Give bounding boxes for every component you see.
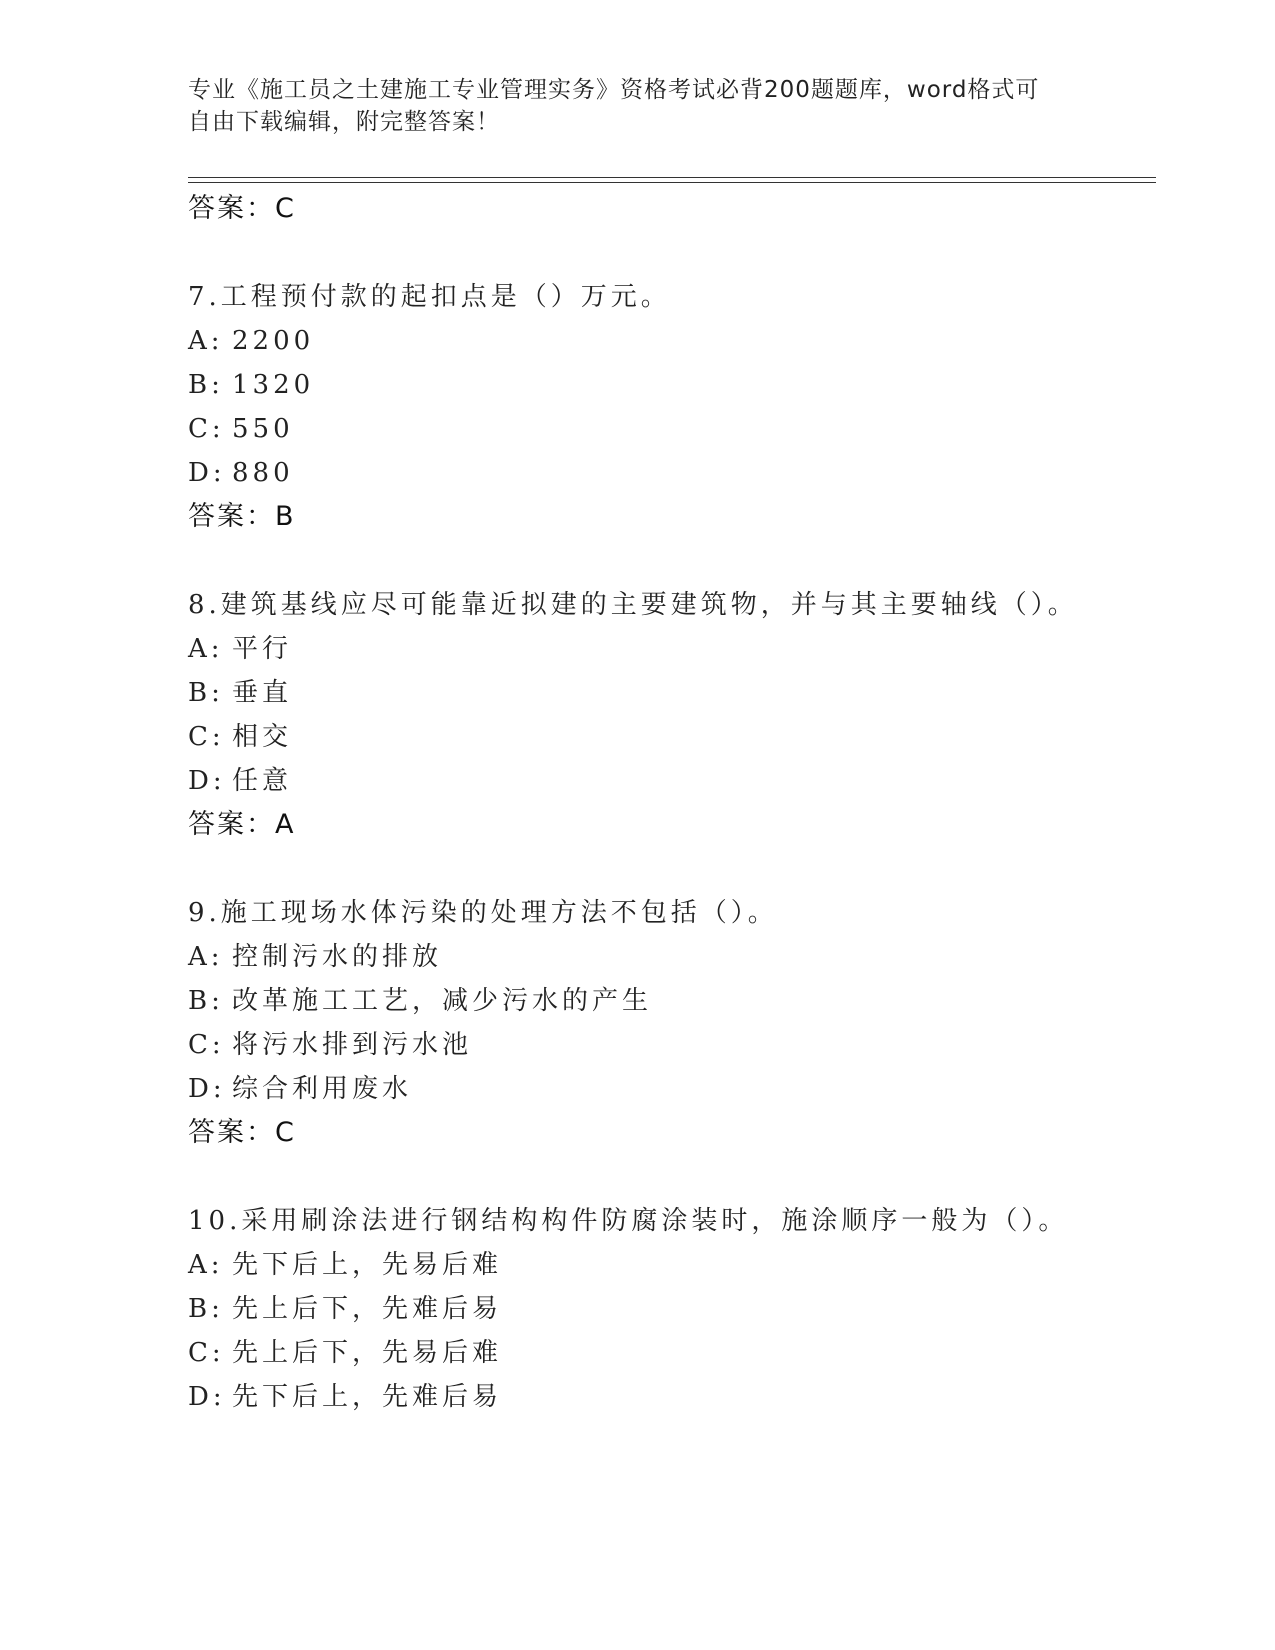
option-b — [188, 676, 292, 710]
option-letter: C: — [188, 722, 225, 752]
option-text: 任意 — [232, 766, 293, 796]
option-letter: D: — [188, 766, 226, 796]
answer-line: 答案：B — [188, 501, 296, 532]
option-c — [188, 1028, 472, 1062]
option-letter: D: — [188, 458, 226, 488]
option-d — [188, 1072, 412, 1106]
answer-line: 答案：C — [188, 1117, 296, 1148]
option-c — [188, 412, 294, 446]
option-letter: B: — [188, 1294, 224, 1324]
option-b — [188, 984, 652, 1018]
header-divider-top — [188, 177, 1156, 178]
question-stem: 10.采用刷涂法进行钢结构构件防腐涂装时，施涂顺序一般为（）。 — [188, 1206, 1069, 1236]
option-b — [188, 1292, 502, 1326]
option-text: 先上后下，先难后易 — [232, 1294, 503, 1324]
option-text: 2200 — [232, 326, 315, 356]
option-text: 综合利用废水 — [232, 1074, 413, 1104]
option-b — [188, 368, 314, 402]
option-text: 改革施工工艺，减少污水的产生 — [232, 986, 653, 1016]
answer-line: 答案：A — [188, 809, 296, 840]
option-a — [188, 324, 314, 358]
option-letter: B: — [188, 370, 224, 400]
option-a — [188, 940, 442, 974]
option-text: 1320 — [232, 370, 315, 400]
option-text: 将污水排到污水池 — [232, 1030, 473, 1060]
option-a — [188, 1248, 502, 1282]
header-line-2: 自由下载编辑，附完整答案！ — [188, 109, 500, 135]
option-letter: D: — [188, 1382, 226, 1412]
option-d — [188, 456, 294, 490]
question-stem: 8.建筑基线应尽可能靠近拟建的主要建筑物，并与其主要轴线（）。 — [188, 590, 1078, 620]
option-letter: A: — [188, 326, 224, 356]
option-letter: C: — [188, 1338, 225, 1368]
question-stem: 9.施工现场水体污染的处理方法不包括（）。 — [188, 898, 778, 928]
option-letter: B: — [188, 986, 224, 1016]
answer-line: 答案：C — [188, 193, 296, 224]
question-stem: 7.工程预付款的起扣点是（）万元。 — [188, 282, 671, 312]
option-letter: C: — [188, 414, 225, 444]
option-text: 先下后上，先难后易 — [232, 1382, 503, 1412]
option-letter: A: — [188, 942, 224, 972]
option-text: 平行 — [232, 634, 293, 664]
option-text: 550 — [232, 414, 294, 444]
header-line-1: 专业《施工员之土建施工专业管理实务》资格考试必背200题题库，word格式可 — [188, 77, 1040, 103]
option-letter: C: — [188, 1030, 225, 1060]
document-header — [188, 74, 1088, 138]
header-divider-bottom — [188, 182, 1156, 183]
option-text: 相交 — [232, 722, 293, 752]
option-text: 控制污水的排放 — [232, 942, 443, 972]
option-c — [188, 720, 292, 754]
option-a — [188, 632, 292, 666]
option-letter: D: — [188, 1074, 226, 1104]
option-letter: A: — [188, 634, 224, 664]
option-d — [188, 1380, 502, 1414]
option-text: 先下后上，先易后难 — [232, 1250, 503, 1280]
option-letter: B: — [188, 678, 224, 708]
option-text: 垂直 — [232, 678, 293, 708]
option-text: 先上后下，先易后难 — [232, 1338, 503, 1368]
option-text: 880 — [232, 458, 294, 488]
option-d — [188, 764, 292, 798]
option-c — [188, 1336, 502, 1370]
option-letter: A: — [188, 1250, 224, 1280]
